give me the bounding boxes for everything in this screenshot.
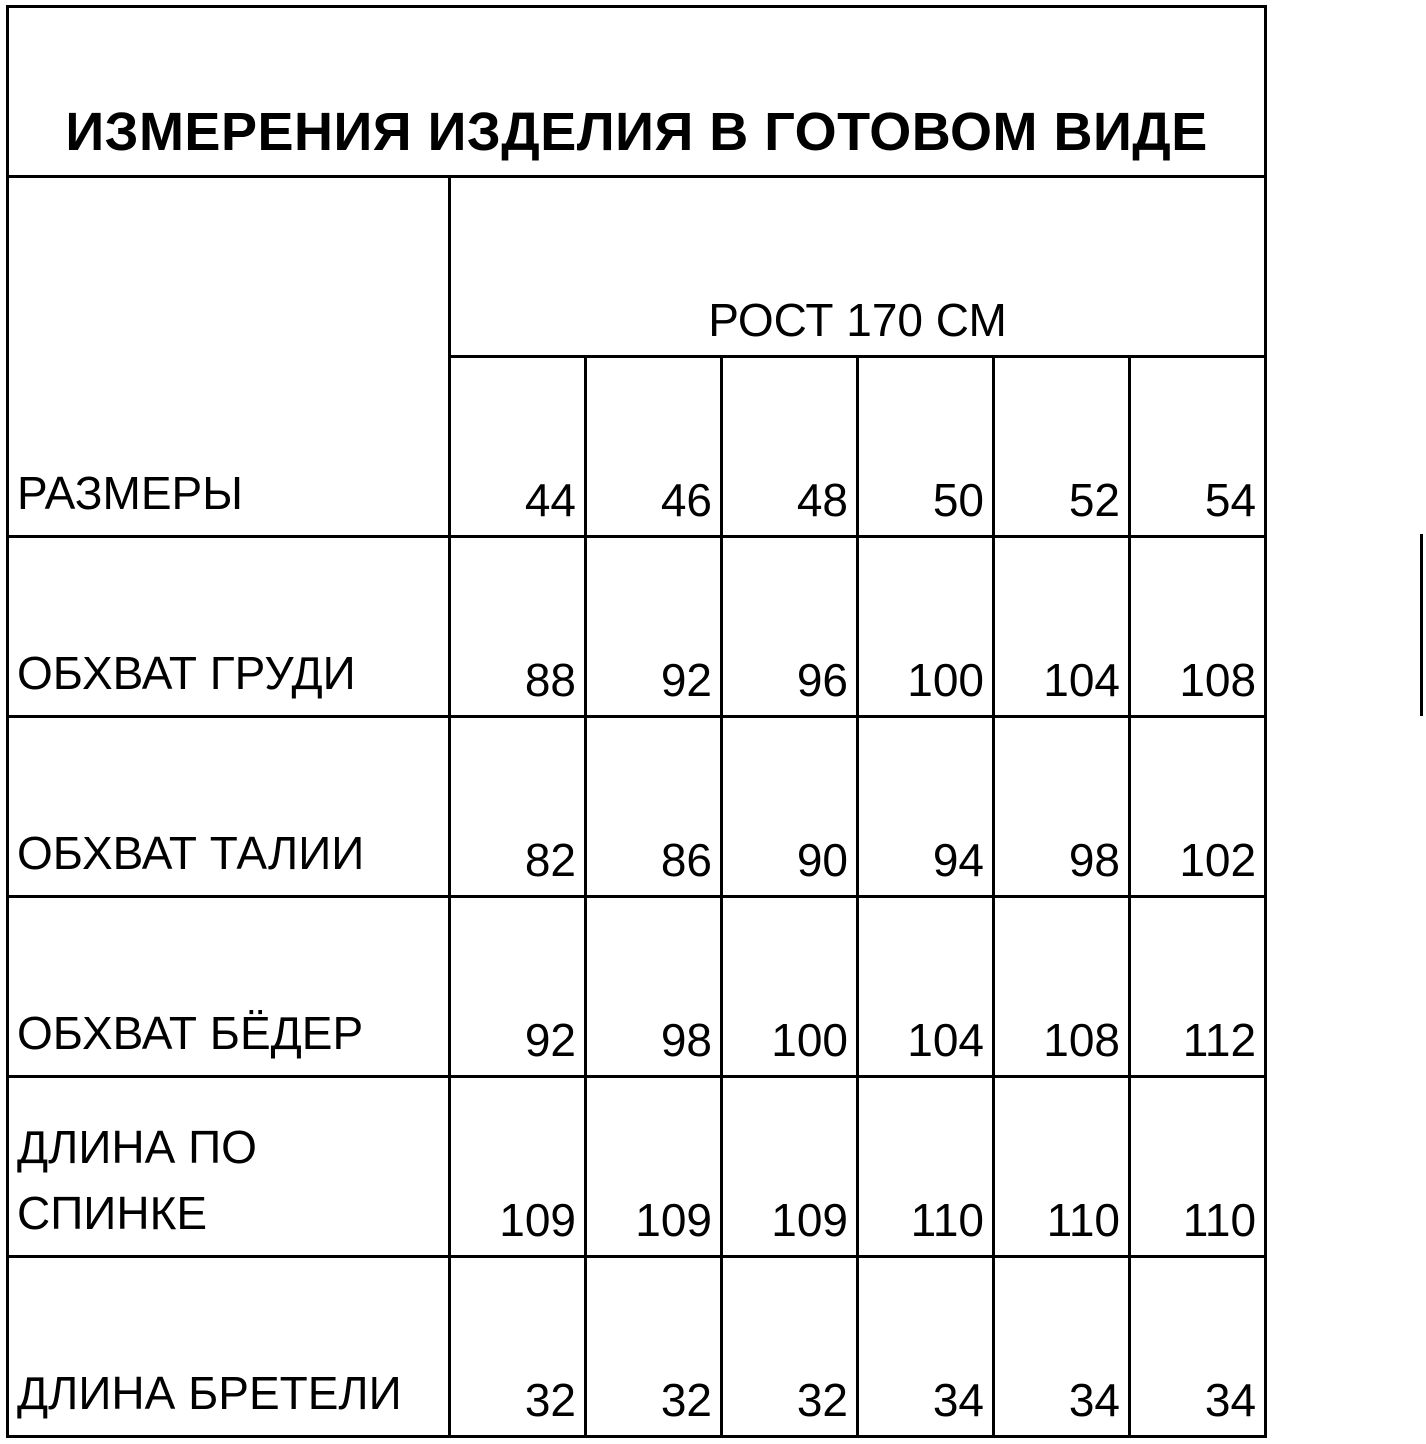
value-cell: 112: [1130, 897, 1266, 1077]
value-cell: 90: [722, 717, 858, 897]
value-cell: 98: [586, 897, 722, 1077]
value-cell: 34: [858, 1257, 994, 1437]
value-cell: 96: [722, 537, 858, 717]
value-cell: 94: [858, 717, 994, 897]
table-row: [8, 717, 1266, 897]
value-cell: 110: [1130, 1077, 1266, 1257]
value-cell: 32: [586, 1257, 722, 1437]
edge-line-fragment: [1420, 534, 1423, 716]
value-cell: 102: [1130, 717, 1266, 897]
value-cell: 104: [994, 537, 1130, 717]
table-row: [8, 897, 1266, 1077]
size-cell: 48: [722, 357, 858, 537]
value-cell: 34: [1130, 1257, 1266, 1437]
row-label: ДЛИНА БРЕТЕЛИ: [8, 1257, 450, 1437]
value-cell: 92: [586, 537, 722, 717]
table-title: ИЗМЕРЕНИЯ ИЗДЕЛИЯ В ГОТОВОМ ВИДЕ: [8, 7, 1266, 177]
row-label: ОБХВАТ ГРУДИ: [8, 537, 450, 717]
value-cell: 92: [450, 897, 586, 1077]
value-cell: 100: [858, 537, 994, 717]
table-row: [8, 1257, 1266, 1437]
value-cell: 110: [994, 1077, 1130, 1257]
size-cell: 50: [858, 357, 994, 537]
value-cell: 104: [858, 897, 994, 1077]
row-label-line: СПИНКЕ: [17, 1187, 208, 1240]
value-cell: 32: [722, 1257, 858, 1437]
value-cell: 100: [722, 897, 858, 1077]
height-label: РОСТ 170 СМ: [450, 177, 1266, 357]
value-cell: 108: [1130, 537, 1266, 717]
value-cell: 34: [994, 1257, 1130, 1437]
row-label-line: ДЛИНА ПО: [17, 1120, 257, 1173]
value-cell: 98: [994, 717, 1130, 897]
value-cell: 110: [858, 1077, 994, 1257]
size-cell: 44: [450, 357, 586, 537]
size-cell: 54: [1130, 357, 1266, 537]
table-row: [8, 1077, 1266, 1257]
sizes-label: РАЗМЕРЫ: [8, 177, 450, 537]
row-label: [8, 1077, 450, 1257]
value-cell: 32: [450, 1257, 586, 1437]
value-cell: 82: [450, 717, 586, 897]
value-cell: 86: [586, 717, 722, 897]
row-label: ОБХВАТ ТАЛИИ: [8, 717, 450, 897]
value-cell: 109: [586, 1077, 722, 1257]
size-cell: 52: [994, 357, 1130, 537]
size-cell: 46: [586, 357, 722, 537]
value-cell: 88: [450, 537, 586, 717]
size-chart-table: [6, 5, 1267, 1438]
table-row: [8, 537, 1266, 717]
value-cell: 109: [450, 1077, 586, 1257]
value-cell: 109: [722, 1077, 858, 1257]
value-cell: 108: [994, 897, 1130, 1077]
row-label: ОБХВАТ БЁДЕР: [8, 897, 450, 1077]
